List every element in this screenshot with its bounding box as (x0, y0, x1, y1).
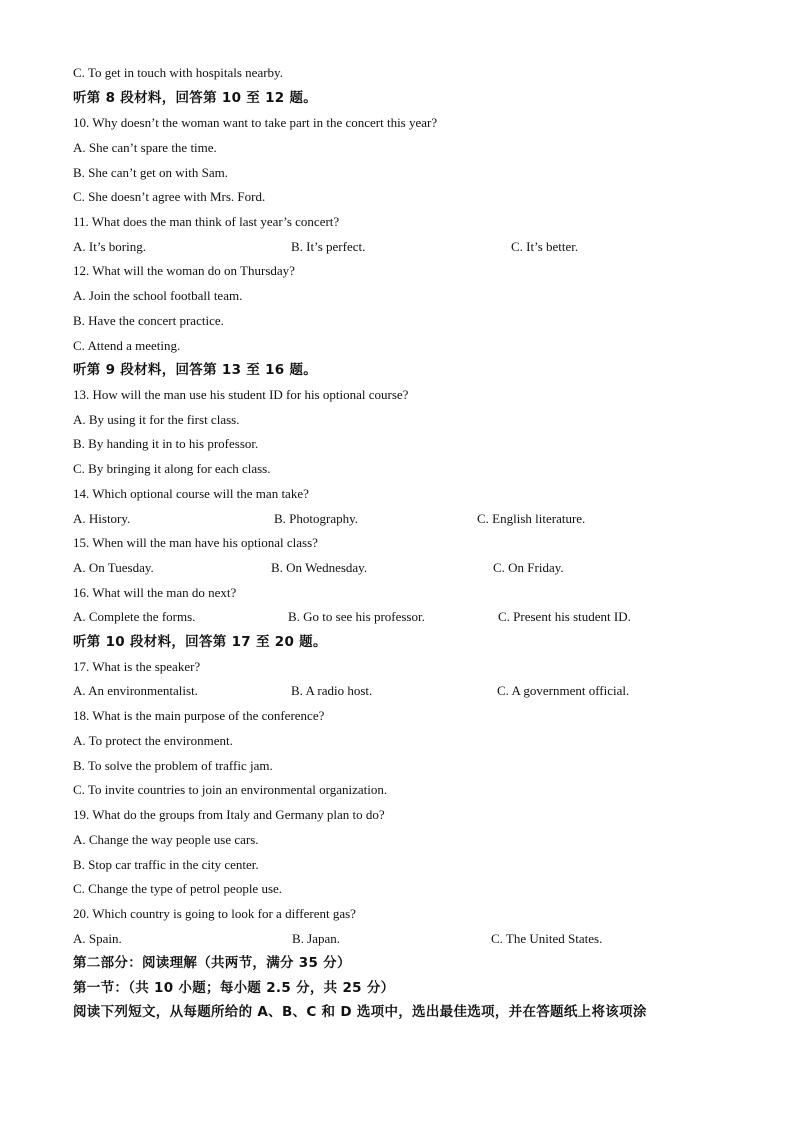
option-10a: A. She can’t spare the time. (73, 140, 217, 155)
option-12b: B. Have the concert practice. (73, 313, 224, 328)
options-row-11 (73, 239, 733, 255)
option-19a: A. Change the way people use cars. (73, 832, 259, 847)
question-14: 14. Which optional course will the man take? (73, 486, 309, 501)
option-11a: A. It’s boring. (73, 239, 146, 254)
option-20a: A. Spain. (73, 931, 122, 946)
option-16a: A. Complete the forms. (73, 609, 196, 624)
option-20b: B. Japan. (292, 931, 341, 946)
question-12: 12. What will the woman do on Thursday? (73, 263, 295, 278)
option-18a: A. To protect the environment. (73, 733, 233, 748)
options-row-16 (73, 609, 733, 625)
option-15a: A. On Tuesday. (73, 560, 154, 575)
part-two-heading: 第二部分：阅读理解（共两节，满分 35 分） (73, 955, 351, 971)
option-19c: C. Change the type of petrol people use. (73, 881, 283, 896)
section-one-heading: 第一节：（共 10 小题；每小题 2.5 分，共 25 分） (73, 980, 395, 996)
question-18: 18. What is the main purpose of the conference? (73, 708, 325, 723)
option-15b: B. On Wednesday. (271, 560, 368, 575)
options-row-14 (73, 511, 733, 527)
option-12a: A. Join the school football team. (73, 288, 243, 303)
question-13: 13. How will the man use his student ID for his optional course? (73, 387, 409, 402)
option-18b: B. To solve the problem of traffic jam. (73, 758, 273, 773)
option-16c: C. Present his student ID. (498, 609, 631, 624)
option-13a: A. By using it for the first class. (73, 412, 240, 427)
question-19: 19. What do the groups from Italy and Germany plan to do? (73, 807, 385, 822)
option-line: C. To get in touch with hospitals nearby. (73, 65, 283, 80)
option-11b: B. It’s perfect. (291, 239, 366, 254)
option-10b: B. She can’t get on with Sam. (73, 165, 229, 180)
question-15: 15. When will the man have his optional class? (73, 535, 318, 550)
option-14b: B. Photography. (274, 511, 359, 526)
options-row-17 (73, 683, 733, 699)
option-15c: C. On Friday. (493, 560, 564, 575)
option-20c: C. The United States. (491, 931, 603, 946)
option-13b: B. By handing it in to his professor. (73, 436, 259, 451)
options-row-20 (73, 931, 733, 947)
question-17: 17. What is the speaker? (73, 659, 201, 674)
question-10: 10. Why doesn’t the woman want to take part in the concert this year? (73, 115, 438, 130)
question-11: 11. What does the man think of last year’s concert? (73, 214, 340, 229)
option-19b: B. Stop car traffic in the city center. (73, 857, 259, 872)
section-heading-10: 听第 10 段材料，回答第 17 至 20 题。 (73, 634, 327, 650)
instructions: 阅读下列短文，从每题所给的 A、B、C 和 D 选项中，选出最佳选项，并在答题纸上将该项涂 (73, 1004, 647, 1020)
question-20: 20. Which country is going to look for a different gas? (73, 906, 356, 921)
option-16b: B. Go to see his professor. (288, 609, 425, 624)
option-14c: C. English literature. (477, 511, 586, 526)
option-14a: A. History. (73, 511, 131, 526)
option-18c: C. To invite countries to join an environmental organization. (73, 782, 388, 797)
option-17a: A. An environmentalist. (73, 683, 198, 698)
option-10c: C. She doesn’t agree with Mrs. Ford. (73, 189, 266, 204)
option-11c: C. It’s better. (511, 239, 579, 254)
option-17c: C. A government official. (497, 683, 630, 698)
section-heading-9: 听第 9 段材料，回答第 13 至 16 题。 (73, 362, 318, 378)
option-17b: B. A radio host. (291, 683, 373, 698)
option-12c: C. Attend a meeting. (73, 338, 181, 353)
options-row-15 (73, 560, 733, 576)
option-13c: C. By bringing it along for each class. (73, 461, 271, 476)
question-16: 16. What will the man do next? (73, 585, 237, 600)
section-heading-8: 听第 8 段材料，回答第 10 至 12 题。 (73, 90, 318, 106)
